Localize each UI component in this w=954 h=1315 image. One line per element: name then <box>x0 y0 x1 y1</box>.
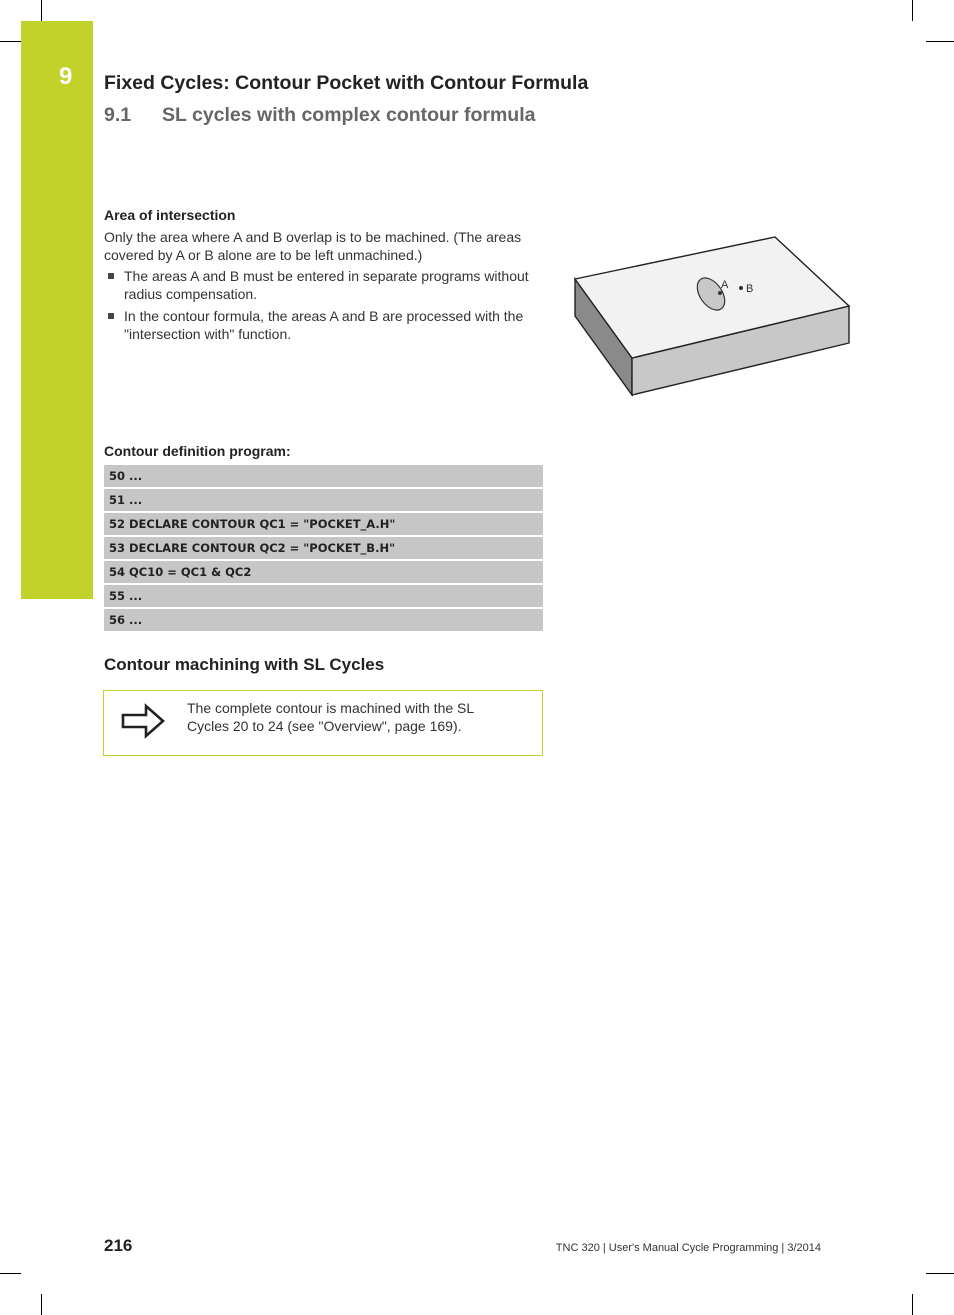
crop-mark <box>0 1273 21 1274</box>
intersection-bullet-list <box>104 267 544 347</box>
crop-mark <box>912 1294 913 1315</box>
code-line: 56 ... <box>104 609 543 631</box>
footer-text: TNC 320 | User's Manual Cycle Programming | 3/2014 <box>555 1242 821 1254</box>
intersection-heading: Area of intersection <box>104 207 236 223</box>
crop-mark <box>41 1294 42 1315</box>
program-heading: Contour definition program: <box>104 443 291 459</box>
label-b: B <box>746 283 754 295</box>
crop-mark <box>41 0 42 21</box>
chapter-tab <box>21 21 93 599</box>
section-title: SL cycles with complex contour formula <box>162 104 536 126</box>
machining-heading: Contour machining with SL Cycles <box>104 655 385 674</box>
bullet-text: The areas A and B must be entered in separate programs without radius compensation. <box>124 268 529 302</box>
code-line: 54 QC10 = QC1 & QC2 <box>104 561 543 583</box>
crop-mark <box>926 1273 954 1274</box>
bullet-square-icon <box>108 313 114 319</box>
crop-mark <box>926 41 954 42</box>
code-line: 55 ... <box>104 585 543 607</box>
note-text: The complete contour is machined with the SL Cycles 20 to 24 (see "Overview", page 169). <box>187 700 474 734</box>
arrow-right-icon <box>120 701 166 741</box>
page-number: 216 <box>104 1236 133 1255</box>
list-item <box>104 267 544 303</box>
program-listing <box>104 465 543 633</box>
point-b-dot <box>739 286 743 290</box>
code-line: 51 ... <box>104 489 543 511</box>
code-line: 50 ... <box>104 465 543 487</box>
section-number: 9.1 <box>104 104 132 126</box>
list-item <box>104 307 544 343</box>
code-line: 52 DECLARE CONTOUR QC1 = "POCKET_A.H" <box>104 513 543 535</box>
chapter-number: 9 <box>59 63 73 90</box>
code-line: 53 DECLARE CONTOUR QC2 = "POCKET_B.H" <box>104 537 543 559</box>
chapter-title: Fixed Cycles: Contour Pocket with Contour Formula <box>104 72 589 94</box>
bullet-square-icon <box>108 273 114 279</box>
note-box <box>103 690 543 756</box>
point-a-dot <box>718 291 722 295</box>
intersection-intro: Only the area where A and B overlap is to be machined. (The areas covered by A or B alone are to be left unmachined.) <box>104 229 522 263</box>
workpiece-illustration <box>570 230 860 405</box>
bullet-text: In the contour formula, the areas A and B are processed with the "intersection with" function. <box>124 308 524 342</box>
crop-mark <box>912 0 913 21</box>
label-a: A <box>721 279 729 291</box>
crop-mark <box>0 41 21 42</box>
section-heading <box>104 104 535 127</box>
